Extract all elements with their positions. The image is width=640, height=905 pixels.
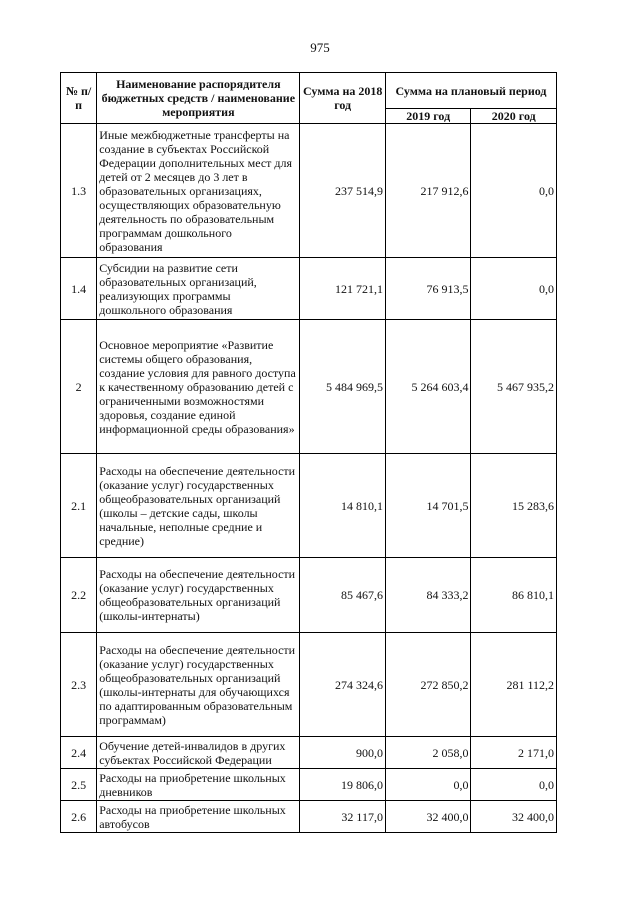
row-sum-2019: 14 701,5 (385, 454, 471, 558)
row-sum-2018: 121 721,1 (300, 258, 386, 320)
row-sum-2018: 900,0 (300, 737, 386, 769)
row-sum-2019: 84 333,2 (385, 558, 471, 633)
row-num: 2.5 (61, 769, 97, 801)
row-num: 2.1 (61, 454, 97, 558)
row-num: 2.3 (61, 633, 97, 737)
row-sum-2020: 0,0 (471, 769, 557, 801)
header-year-2020: 2020 год (471, 109, 557, 124)
page-number: 975 (310, 40, 330, 55)
header-name: Наименование распорядителя бюджетных средств / наименование мероприятия (97, 73, 300, 124)
table-row (61, 737, 557, 769)
header-sum-2018: Сумма на 2018 год (300, 73, 386, 124)
row-sum-2019: 32 400,0 (385, 801, 471, 833)
row-name: Расходы на приобретение школьных автобусов (97, 801, 300, 833)
header-planned-period: Сумма на плановый период (385, 73, 556, 109)
row-name: Расходы на обеспечение деятельности (оказание услуг) государственных общеобразовательных организаций (школы-интернаты) (97, 558, 300, 633)
row-name: Иные межбюджетные трансферты на создание в субъектах Российской Федерации дополнительных мест для детей от 2 месяцев до 3 лет в образовательных организациях, осуществляющих образовательную деятельность по образовательным программам дошкольного образования (97, 124, 300, 258)
table-row (61, 124, 557, 258)
table-header (61, 73, 557, 124)
table-row (61, 258, 557, 320)
row-sum-2019: 0,0 (385, 769, 471, 801)
row-sum-2019: 5 264 603,4 (385, 320, 471, 454)
row-name: Обучение детей-инвалидов в других субъектах Российской Федерации (97, 737, 300, 769)
row-sum-2020: 15 283,6 (471, 454, 557, 558)
row-name: Основное мероприятие «Развитие системы общего образования, создание условия для равного доступа к качественному образованию детей с ограниченными возможностями здоровья, создание единой информационной среды образования» (97, 320, 300, 454)
row-sum-2020: 32 400,0 (471, 801, 557, 833)
row-num: 2.2 (61, 558, 97, 633)
budget-table (60, 72, 557, 833)
table-body (61, 124, 557, 833)
row-sum-2020: 281 112,2 (471, 633, 557, 737)
row-sum-2018: 274 324,6 (300, 633, 386, 737)
row-sum-2018: 14 810,1 (300, 454, 386, 558)
table-row (61, 769, 557, 801)
header-num: № п/п (61, 73, 97, 124)
row-sum-2018: 85 467,6 (300, 558, 386, 633)
row-name: Субсидии на развитие сети образовательных организаций, реализующих программы дошкольного образования (97, 258, 300, 320)
row-sum-2020: 0,0 (471, 124, 557, 258)
row-sum-2018: 32 117,0 (300, 801, 386, 833)
row-sum-2020: 2 171,0 (471, 737, 557, 769)
row-num: 2 (61, 320, 97, 454)
table-row (61, 558, 557, 633)
table-row (61, 801, 557, 833)
row-name: Расходы на обеспечение деятельности (оказание услуг) государственных общеобразовательных организаций (школы-интернаты для обучающихся по адаптированным образовательным программам) (97, 633, 300, 737)
row-num: 2.6 (61, 801, 97, 833)
table-row (61, 633, 557, 737)
row-sum-2019: 272 850,2 (385, 633, 471, 737)
row-sum-2019: 217 912,6 (385, 124, 471, 258)
table-row (61, 320, 557, 454)
header-year-2019: 2019 год (385, 109, 471, 124)
row-sum-2019: 2 058,0 (385, 737, 471, 769)
row-sum-2018: 5 484 969,5 (300, 320, 386, 454)
row-sum-2018: 19 806,0 (300, 769, 386, 801)
row-num: 2.4 (61, 737, 97, 769)
row-sum-2018: 237 514,9 (300, 124, 386, 258)
row-num: 1.4 (61, 258, 97, 320)
row-sum-2019: 76 913,5 (385, 258, 471, 320)
row-num: 1.3 (61, 124, 97, 258)
row-sum-2020: 86 810,1 (471, 558, 557, 633)
row-sum-2020: 0,0 (471, 258, 557, 320)
table-row (61, 454, 557, 558)
row-sum-2020: 5 467 935,2 (471, 320, 557, 454)
row-name: Расходы на обеспечение деятельности (оказание услуг) государственных общеобразовательных организаций (школы – детские сады, школы начальные, неполные средние и средние) (97, 454, 300, 558)
row-name: Расходы на приобретение школьных дневников (97, 769, 300, 801)
